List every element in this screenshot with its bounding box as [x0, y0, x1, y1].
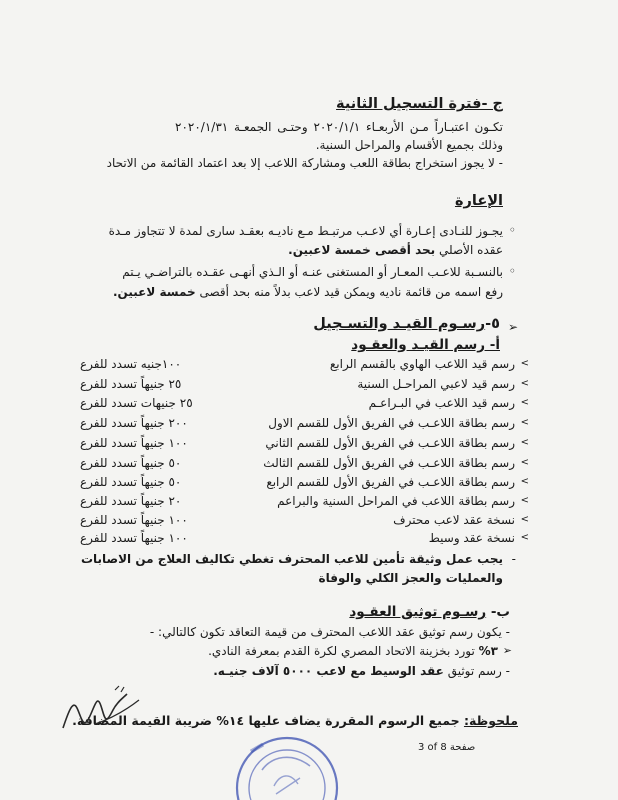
loan-paragraph-2-line-1: بالنسـبة للاعـب المعـار أو المستغنى عنـه أو الـذي أنهـى عقـده بالتراضـي يـتم — [122, 265, 503, 279]
arrow-bullet-icon: ➢ — [502, 644, 512, 657]
fees-subheading: أ- رسم القيـد والعقـود — [351, 337, 500, 353]
bullet-icon: ◦ — [508, 264, 516, 278]
fee-row: > رسم بطاقة اللاعـب في الفريق الأول للقسم الرابع ٥٠ جنيهاً تسدد للفرع — [80, 475, 529, 489]
fee-row: > نسخة عقد وسيط ١٠٠ جنيهاً تسدد للفرع — [80, 531, 529, 545]
registration-period-line: تكـون اعتبـاراً مـن الأربعـاء ٢٠٢٠/١/١ وحتـى الجمعـة ٢٠٢٠/١/٣١ — [175, 120, 503, 134]
fee-row: > نسخة عقد لاعب محترف ١٠٠ جنيهاً تسدد للفرع — [80, 513, 529, 527]
registration-approval-line: - لا يجوز استخراج بطاقة اللعب ومشاركة اللاعب إلا بعد اعتماد القائمة من الاتحاد — [106, 156, 503, 170]
insurance-requirement-line-2: والعمليات والعجز الكلي والوفاة — [318, 571, 503, 585]
vat-note: ملحوظة: جميع الرسوم المقررة يضاف عليها ١٤% ضريبة القيمة المضافة. — [72, 713, 518, 728]
fees-heading: ٥-رسـوم القيـد والتسـجيل — [313, 316, 500, 332]
contract-fee-line-3: - رسم توثيق عقد الوسيط مع لاعب ٥٠٠٠ آلاف جنيـه. — [213, 664, 510, 678]
arrow-bullet-icon: ➢ — [507, 320, 518, 334]
fee-row: > رسم بطاقة اللاعـب في الفريق الأول للقسم الثاني ١٠٠ جنيهاً تسدد للفرع — [80, 436, 529, 450]
fee-row: > رسم قيد لاعبي المراحـل السنية ٢٥ جنيهاً تسدد للفرع — [80, 377, 529, 391]
contract-fees-heading: ب- رسـوم توثيق العقـود — [349, 604, 510, 620]
fee-row: > رسم بطاقة اللاعب في المراحل السنية والبراعم ٢٠ جنيهاً تسدد للفرع — [80, 494, 529, 508]
fee-row: > رسم بطاقة اللاعـب في الفريق الأول للقسم الثالث ٥٠ جنيهاً تسدد للفرع — [80, 456, 529, 470]
fee-row: > رسم بطاقة اللاعـب في الفريق الأول للقسم الاول ٢٠٠ جنيهاً تسدد للفرع — [80, 416, 529, 430]
second-registration-heading: ج -فترة التسجيل الثانية — [336, 96, 503, 112]
contract-fee-line-1: - يكون رسم توثيق عقد اللاعب المحترف من قيمة التعاقد تكون كالتالي: - — [149, 625, 510, 639]
bullet-icon: - — [511, 552, 516, 566]
registration-scope-line: وذلك بجميع الأقسام والمراحل السنية. — [315, 138, 503, 152]
fee-row: > رسم قيد اللاعب في البـراعـم ٢٥ جنيهات تسدد للفرع — [80, 396, 529, 410]
official-stamp — [232, 726, 342, 800]
fee-row: > رسم قيد اللاعب الهاوي بالقسم الرابع ١٠٠جنيه تسدد للفرع — [80, 357, 529, 371]
page-number: 3 of 8 صفحة — [418, 742, 476, 753]
loan-paragraph-1-line-2: عقده الأصلي بحد أقصى خمسة لاعبين. — [288, 243, 503, 257]
handwritten-signature — [55, 680, 145, 740]
bullet-icon: ◦ — [508, 223, 516, 237]
loan-paragraph-1-line-1: يجـوز للنـادى إعـارة أي لاعـب مرتبـط مـع ناديـه بعقـد سارى لمدة لا تتجاوز مـدة — [108, 224, 503, 238]
contract-fee-line-2: ٣% تورد بخزينة الاتحاد المصري لكرة القدم بمعرفة النادي. — [208, 644, 498, 658]
loan-paragraph-2-line-2: رفع اسمه من قائمة ناديه ويمكن قيد لاعب بدلاً منه بحد أقصى خمسة لاعبين. — [112, 285, 503, 299]
insurance-requirement-line-1: يجب عمل وثيقة تأمين للاعب المحترف تغطي تكاليف العلاج من الاصابات — [80, 552, 503, 566]
loan-heading: الإعارة — [454, 193, 503, 209]
